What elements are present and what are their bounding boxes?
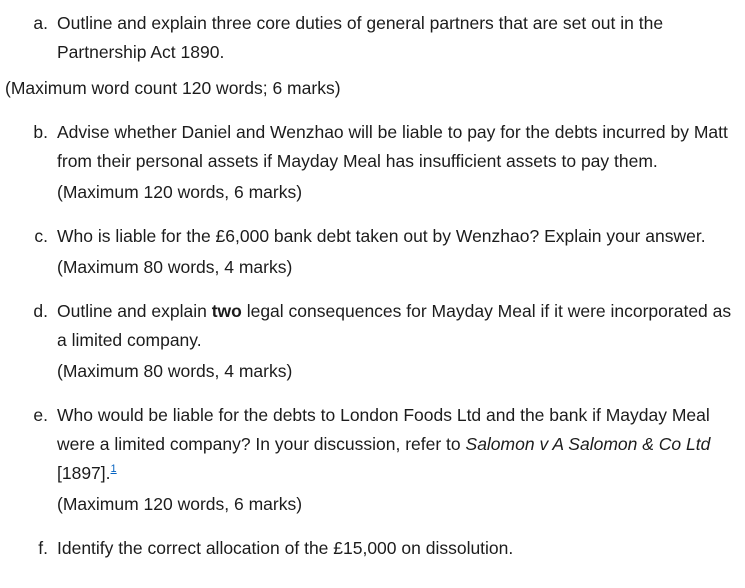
question-item-c <box>5 222 745 282</box>
questions-list <box>5 9 745 563</box>
question-content-b <box>57 118 737 207</box>
question-marker-a: a. <box>33 13 48 33</box>
footnote-ref-link[interactable]: 1 <box>110 463 117 476</box>
question-item-e <box>5 401 745 519</box>
question-text-a: Outline and explain three core duties of general partners that are set out in the Partnership Act 1890. <box>57 13 664 62</box>
question-text-f: Identify the correct allocation of the £15,000 on dissolution. <box>57 538 514 558</box>
word-limit-note-b: (Maximum 120 words, 6 marks) <box>57 182 303 202</box>
question-item-b <box>5 118 745 207</box>
question-text-b: Advise whether Daniel and Wenzhao will be liable to pay for the debts incurred by Matt from their personal assets if Mayday Meal has insufficient assets to pay them. <box>57 122 728 171</box>
word-limit-note-c: (Maximum 80 words, 4 marks) <box>57 257 293 277</box>
question-item-f <box>5 534 745 563</box>
question-text-e <box>57 401 737 488</box>
word-limit-note-a: (Maximum word count 120 words; 6 marks) <box>5 78 341 98</box>
question-content-f <box>57 534 737 563</box>
question-content-c <box>57 222 737 282</box>
bold-emphasis: two <box>211 301 242 321</box>
question-marker-b: b. <box>33 122 48 142</box>
question-marker-c: c. <box>34 226 48 246</box>
question-content-d <box>57 297 737 386</box>
question-text-segment: [1897]. <box>57 463 111 483</box>
word-limit-note-d: (Maximum 80 words, 4 marks) <box>57 361 293 381</box>
question-text-segment: Who would be liable for the debts to London Foods Ltd and the bank if Mayday Meal were a limited company? In your discussion, refer to <box>57 405 710 454</box>
question-marker-e: e. <box>33 405 48 425</box>
question-item-d <box>5 297 745 386</box>
word-limit-note-e: (Maximum 120 words, 6 marks) <box>57 494 303 514</box>
question-item-a <box>5 9 745 67</box>
question-text-segment: legal consequences for Mayday Meal if it were incorporated as a limited company. <box>57 301 732 350</box>
question-content-e <box>57 401 737 519</box>
question-marker-d: d. <box>33 301 48 321</box>
question-content-a <box>57 9 737 67</box>
question-text-d <box>57 297 737 355</box>
question-text-segment: Outline and explain <box>57 301 212 321</box>
case-citation: Salomon v A Salomon & Co Ltd <box>465 434 711 454</box>
question-text-c: Who is liable for the £6,000 bank debt taken out by Wenzhao? Explain your answer. <box>57 226 706 246</box>
question-marker-f: f. <box>38 538 48 558</box>
